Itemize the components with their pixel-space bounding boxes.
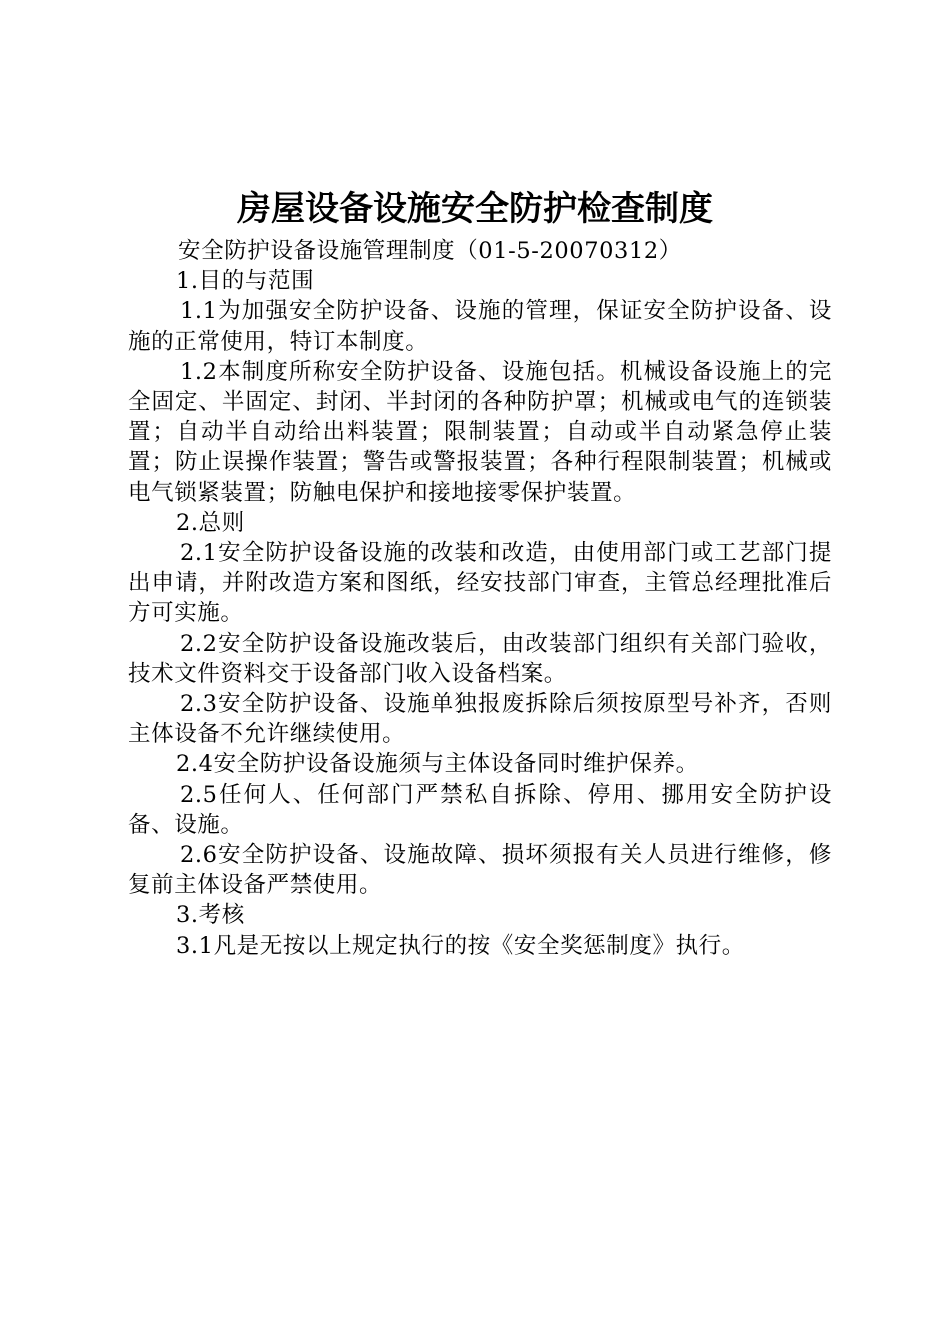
paragraph-2-5: 2.5任何人、任何部门严禁私自拆除、停用、挪用安全防护设备、设施。 bbox=[128, 781, 832, 838]
document-body bbox=[128, 236, 832, 961]
paragraph-1-2: 1.2本制度所称安全防护设备、设施包括。机械设备设施上的完全固定、半固定、封闭、半封闭的各种防护罩；机械或电气的连锁装置；自动半自动给出料装置；限制装置；自动或半自动紧急停止装置；防止误操作装置；警告或警报装置；各种行程限制装置；机械或电气锁紧装置；防触电保护和接地接零保护装置。 bbox=[128, 358, 832, 506]
paragraph-2-6: 2.6安全防护设备、设施故障、损坏须报有关人员进行维修，修复前主体设备严禁使用。 bbox=[128, 842, 832, 899]
paragraph-2-1: 2.1安全防护设备设施的改装和改造，由使用部门或工艺部门提出申请，并附改造方案和图纸，经安技部门审查，主管总经理批准后方可实施。 bbox=[128, 540, 832, 627]
paragraph-2-3: 2.3安全防护设备、设施单独报废拆除后须按原型号补齐，否则主体设备不允许继续使用。 bbox=[128, 691, 832, 748]
paragraph-1-1: 1.1为加强安全防护设备、设施的管理，保证安全防护设备、设施的正常使用，特订本制度。 bbox=[128, 298, 832, 355]
paragraph-2-4: 2.4安全防护设备设施须与主体设备同时维护保养。 bbox=[176, 751, 699, 778]
document-title: 房屋设备设施安全防护检查制度 bbox=[237, 189, 713, 229]
paragraph-2-2: 2.2安全防护设备设施改装后，由改装部门组织有关部门验收，技术文件资料交于设备部门收入设备档案。 bbox=[128, 630, 832, 687]
paragraph-subtitle: 安全防护设备设施管理制度（01-5-20070312） bbox=[178, 238, 682, 264]
section-heading-1: 1.目的与范围 bbox=[176, 268, 315, 295]
paragraph-3-1: 3.1凡是无按以上规定执行的按《安全奖惩制度》执行。 bbox=[176, 932, 745, 959]
section-heading-2: 2.总则 bbox=[176, 509, 245, 536]
section-heading-3: 3.考核 bbox=[176, 902, 245, 929]
